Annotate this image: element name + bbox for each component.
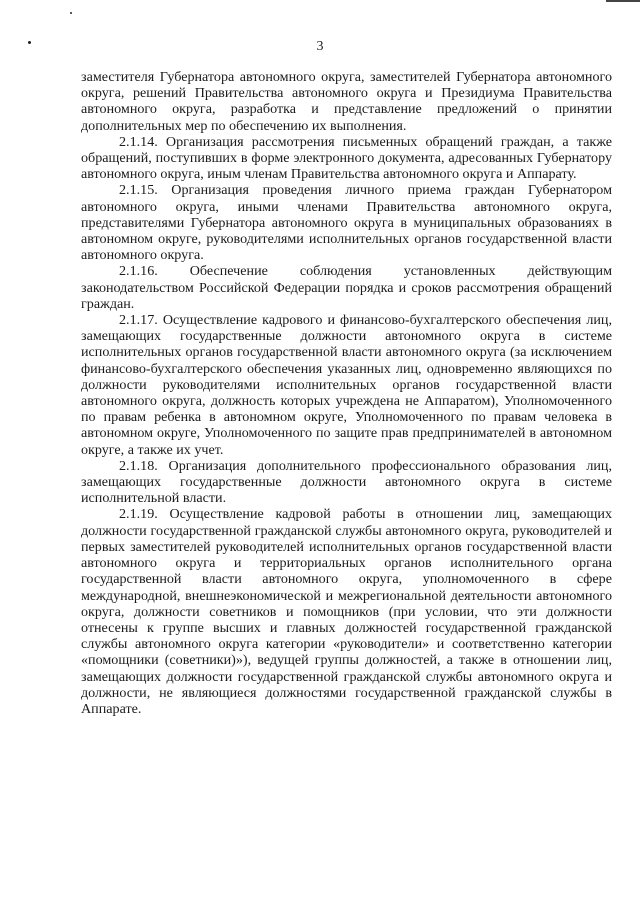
paragraph-2-1-16: 2.1.16. Обеспечение соблюдения установленных действующим законодательством Российской Федерации порядка и сроков рассмотрения обращений граждан. xyxy=(81,263,612,312)
paragraph-continuation: заместителя Губернатора автономного округа, заместителей Губернатора автономного округа, решений Правительства автономного округа и Президиума Правительства автономного округа, разработка и представление предложений о принятии дополнительных мер по обеспечению их выполнения. xyxy=(81,69,612,134)
paragraph-2-1-17: 2.1.17. Осуществление кадрового и финансово-бухгалтерского обеспечения лиц, замещающих государственные должности автономного округа в системе исполнительных органов государственной власти автономного округа (за исключением финансово-бухгалтерского обеспечения указанных лиц, одновременно являющихся по должности руководителями исполнительных органов государственной власти автономного округа, должность которых учреждена не Аппаратом), Уполномоченного по правам ребенка в автономном округе, Уполномоченного по правам человека в автономном округе, Уполномоченного по защите прав предпринимателей в автономном округе, а также их учет. xyxy=(81,312,612,458)
paragraph-2-1-15: 2.1.15. Организация проведения личного приема граждан Губернатором автономного округа, иными членами Правительства автономного округа, представителями Губернатора автономного округа в муниципальных образованиях в автономном округе, руководителями исполнительных органов государственной власти автономного округа. xyxy=(81,182,612,264)
scan-speck xyxy=(70,12,72,14)
paragraph-2-1-19: 2.1.19. Осуществление кадровой работы в отношении лиц, замещающих должности государственной гражданской службы автономного округа, руководителей и первых заместителей руководителей исполнительных органов государственной власти автономного округа и территориальных органов исполнительного органа государственной власти автономного округа, уполномоченного в сфере международной, внешнеэкономической и межрегиональной деятельности автономного округа, должности советников и помощников (при условии, что эти должности отнесены к группе высших и главных должностей государственной гражданской службы автономного округа категории «руководители» и соответственно категории «помощники (советники)»), ведущей группы должностей, а также в отношении лиц, замещающих должности государственной гражданской службы автономного округа и должности, не являющиеся должностями государственной гражданской службы в Аппарате. xyxy=(81,506,612,717)
paragraph-2-1-18: 2.1.18. Организация дополнительного профессионального образования лиц, замещающих государственные должности автономного округа в системе исполнительной власти. xyxy=(81,457,612,507)
paragraph-2-1-14: 2.1.14. Организация рассмотрения письменных обращений граждан, а также обращений, поступивших в форме электронного документа, адресованных Губернатору автономного округа, иным членам Правительства автономного округа и Аппарату. xyxy=(81,133,612,183)
document-body xyxy=(81,69,612,717)
page-number: 3 xyxy=(316,39,324,54)
scan-corner-mark xyxy=(606,0,640,2)
